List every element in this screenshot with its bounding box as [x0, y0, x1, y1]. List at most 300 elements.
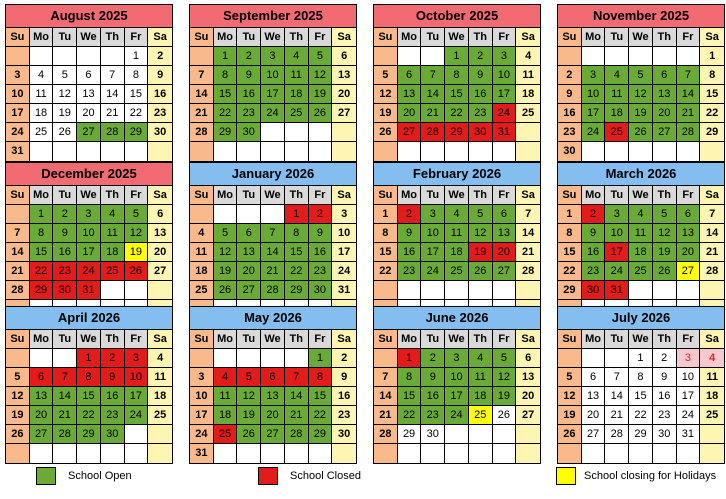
day-cell: 11	[445, 224, 469, 243]
day-cell: 9	[558, 85, 582, 104]
empty-day-cell	[516, 444, 540, 463]
day-cell: 16	[558, 104, 582, 123]
day-cell: 13	[653, 85, 677, 104]
empty-day-cell	[237, 142, 261, 161]
day-cell: 8	[30, 224, 54, 243]
day-cell: 10	[605, 224, 629, 243]
day-cell: 5	[469, 205, 493, 224]
day-cell: 19	[125, 243, 149, 262]
day-cell: 4	[605, 66, 629, 85]
weekday-header: Tu	[237, 186, 261, 205]
day-cell: 8	[558, 224, 582, 243]
empty-day-cell	[77, 142, 101, 161]
empty-day-cell	[190, 142, 214, 161]
empty-day-cell	[101, 444, 125, 463]
month-calendar	[189, 4, 357, 162]
empty-day-cell	[445, 444, 469, 463]
empty-day-cell	[285, 444, 309, 463]
day-cell: 4	[190, 224, 214, 243]
day-cell: 13	[237, 243, 261, 262]
weekday-header: Su	[6, 330, 30, 349]
day-cell: 3	[421, 205, 445, 224]
empty-day-cell	[469, 142, 493, 161]
day-cell: 18	[214, 406, 238, 425]
weekday-header: We	[77, 28, 101, 47]
day-cell: 26	[125, 262, 149, 281]
legend-closed-swatch	[258, 467, 278, 485]
day-cell: 25	[700, 406, 724, 425]
day-cell: 27	[653, 123, 677, 142]
weekday-header: Su	[374, 330, 398, 349]
day-cell: 3	[6, 66, 30, 85]
day-cell: 27	[148, 262, 172, 281]
day-cell: 1	[558, 205, 582, 224]
empty-day-cell	[653, 142, 677, 161]
weekday-header: Su	[558, 28, 582, 47]
day-cell: 1	[374, 205, 398, 224]
day-cell: 27	[77, 123, 101, 142]
month-calendar	[189, 162, 357, 320]
day-cell: 9	[237, 66, 261, 85]
empty-day-cell	[700, 142, 724, 161]
day-cell: 11	[148, 368, 172, 387]
day-cell: 20	[582, 406, 606, 425]
empty-day-cell	[421, 444, 445, 463]
day-cell: 8	[285, 224, 309, 243]
weekday-header: We	[77, 186, 101, 205]
day-cell: 6	[332, 47, 356, 66]
day-cell: 16	[398, 243, 422, 262]
day-cell: 22	[125, 104, 149, 123]
day-cell: 4	[629, 205, 653, 224]
day-cell: 1	[309, 349, 333, 368]
day-cell: 2	[148, 47, 172, 66]
day-cell: 30	[582, 281, 606, 300]
day-cell: 21	[261, 262, 285, 281]
empty-day-cell	[629, 47, 653, 66]
day-cell: 21	[101, 104, 125, 123]
day-cell: 4	[148, 349, 172, 368]
empty-day-cell	[421, 281, 445, 300]
empty-day-cell	[214, 444, 238, 463]
day-cell: 27	[332, 104, 356, 123]
weekday-header: Tu	[53, 186, 77, 205]
day-cell: 3	[445, 349, 469, 368]
day-cell: 5	[125, 205, 149, 224]
day-cell: 10	[677, 368, 701, 387]
day-cell: 23	[421, 406, 445, 425]
day-cell: 31	[677, 425, 701, 444]
day-cell: 7	[677, 66, 701, 85]
weekday-header: Th	[469, 330, 493, 349]
weekday-header: We	[261, 330, 285, 349]
empty-day-cell	[516, 123, 540, 142]
day-cell: 14	[374, 387, 398, 406]
day-cell: 23	[582, 262, 606, 281]
day-cell: 27	[516, 406, 540, 425]
weekday-header: Tu	[421, 330, 445, 349]
empty-day-cell	[469, 281, 493, 300]
day-cell: 3	[261, 47, 285, 66]
day-cell: 4	[101, 205, 125, 224]
day-cell: 20	[261, 406, 285, 425]
weekday-header: Mo	[30, 28, 54, 47]
weekday-header: Sa	[332, 28, 356, 47]
month-title: June 2026	[374, 307, 540, 330]
day-cell: 24	[77, 262, 101, 281]
day-cell: 6	[653, 66, 677, 85]
weekday-header: Mo	[214, 330, 238, 349]
weekday-header: Sa	[148, 330, 172, 349]
day-cell: 21	[700, 243, 724, 262]
day-cell: 15	[309, 387, 333, 406]
day-cell: 26	[237, 425, 261, 444]
day-cell: 24	[493, 104, 517, 123]
empty-day-cell	[398, 47, 422, 66]
empty-day-cell	[493, 142, 517, 161]
weekday-header: Tu	[53, 28, 77, 47]
empty-day-cell	[469, 444, 493, 463]
day-cell: 29	[285, 281, 309, 300]
day-cell: 12	[53, 85, 77, 104]
day-cell: 21	[53, 406, 77, 425]
weekday-header: Th	[469, 28, 493, 47]
empty-day-cell	[653, 444, 677, 463]
day-cell: 23	[148, 104, 172, 123]
day-cell: 6	[493, 205, 517, 224]
empty-day-cell	[30, 142, 54, 161]
weekday-header: Tu	[605, 28, 629, 47]
empty-day-cell	[190, 349, 214, 368]
day-cell: 29	[77, 425, 101, 444]
weekday-header: We	[445, 330, 469, 349]
day-cell: 9	[469, 66, 493, 85]
day-cell: 29	[30, 281, 54, 300]
day-cell: 9	[421, 368, 445, 387]
day-cell: 17	[125, 387, 149, 406]
day-cell: 16	[653, 387, 677, 406]
day-cell: 29	[309, 425, 333, 444]
empty-day-cell	[53, 349, 77, 368]
weekday-header: Mo	[582, 186, 606, 205]
empty-day-cell	[677, 444, 701, 463]
day-cell: 26	[214, 281, 238, 300]
empty-day-cell	[148, 425, 172, 444]
day-cell: 7	[190, 66, 214, 85]
empty-day-cell	[261, 205, 285, 224]
day-cell: 24	[445, 406, 469, 425]
weekday-header: Mo	[214, 186, 238, 205]
day-cell: 10	[261, 66, 285, 85]
empty-day-cell	[493, 425, 517, 444]
day-cell: 9	[398, 224, 422, 243]
day-cell: 9	[582, 224, 606, 243]
day-cell: 5	[653, 205, 677, 224]
empty-day-cell	[101, 47, 125, 66]
day-cell: 22	[285, 262, 309, 281]
day-cell: 6	[77, 66, 101, 85]
day-cell: 15	[629, 387, 653, 406]
day-cell: 30	[558, 142, 582, 161]
day-cell: 20	[653, 104, 677, 123]
day-cell: 24	[6, 123, 30, 142]
day-cell: 13	[77, 85, 101, 104]
empty-day-cell	[309, 444, 333, 463]
day-cell: 5	[558, 368, 582, 387]
day-cell: 28	[700, 262, 724, 281]
empty-day-cell	[101, 281, 125, 300]
weekday-header: Tu	[53, 330, 77, 349]
weekday-header: Sa	[516, 28, 540, 47]
day-cell: 3	[582, 66, 606, 85]
day-cell: 28	[261, 281, 285, 300]
day-cell: 23	[53, 262, 77, 281]
weekday-header: Su	[374, 28, 398, 47]
empty-day-cell	[237, 349, 261, 368]
weekday-header: Mo	[30, 186, 54, 205]
day-cell: 26	[629, 123, 653, 142]
day-cell: 6	[261, 368, 285, 387]
day-cell: 17	[261, 85, 285, 104]
empty-day-cell	[148, 444, 172, 463]
legend-open	[36, 466, 132, 486]
empty-day-cell	[53, 444, 77, 463]
day-cell: 11	[700, 368, 724, 387]
day-cell: 29	[558, 281, 582, 300]
day-cell: 27	[398, 123, 422, 142]
weekday-header: We	[629, 28, 653, 47]
day-cell: 1	[285, 205, 309, 224]
day-cell: 23	[309, 262, 333, 281]
day-cell: 24	[582, 123, 606, 142]
day-cell: 13	[677, 224, 701, 243]
day-cell: 11	[469, 368, 493, 387]
day-cell: 2	[101, 349, 125, 368]
weekday-header: Th	[469, 186, 493, 205]
day-cell: 20	[77, 104, 101, 123]
day-cell: 20	[677, 243, 701, 262]
day-cell: 13	[261, 387, 285, 406]
empty-day-cell	[605, 47, 629, 66]
empty-day-cell	[6, 349, 30, 368]
weekday-header: Sa	[700, 28, 724, 47]
day-cell: 5	[214, 224, 238, 243]
day-cell: 2	[582, 205, 606, 224]
day-cell: 29	[214, 123, 238, 142]
weekday-header: We	[629, 330, 653, 349]
weekday-header: Mo	[398, 28, 422, 47]
weekday-header: Mo	[582, 28, 606, 47]
month-title: July 2026	[558, 307, 724, 330]
day-cell: 21	[6, 262, 30, 281]
month-title: April 2026	[6, 307, 172, 330]
empty-day-cell	[398, 444, 422, 463]
day-cell: 2	[421, 349, 445, 368]
day-cell: 8	[309, 368, 333, 387]
day-cell: 30	[237, 123, 261, 142]
day-cell: 3	[677, 349, 701, 368]
day-cell: 22	[30, 262, 54, 281]
day-cell: 4	[469, 349, 493, 368]
day-cell: 9	[332, 368, 356, 387]
day-cell: 6	[677, 205, 701, 224]
day-cell: 25	[148, 406, 172, 425]
day-cell: 18	[605, 104, 629, 123]
day-cell: 19	[629, 104, 653, 123]
weekday-header: Fr	[309, 330, 333, 349]
day-cell: 5	[53, 66, 77, 85]
empty-day-cell	[30, 444, 54, 463]
day-cell: 11	[516, 66, 540, 85]
day-cell: 2	[237, 47, 261, 66]
day-cell: 11	[605, 85, 629, 104]
weekday-header: Su	[190, 330, 214, 349]
weekday-header: Mo	[398, 186, 422, 205]
day-cell: 2	[309, 205, 333, 224]
weekday-header: Su	[190, 186, 214, 205]
day-cell: 18	[190, 262, 214, 281]
day-cell: 25	[285, 104, 309, 123]
empty-day-cell	[374, 142, 398, 161]
day-cell: 5	[309, 47, 333, 66]
day-cell: 23	[237, 104, 261, 123]
day-cell: 3	[77, 205, 101, 224]
day-cell: 4	[30, 66, 54, 85]
empty-day-cell	[77, 444, 101, 463]
day-cell: 22	[558, 262, 582, 281]
day-cell: 1	[629, 349, 653, 368]
day-cell: 23	[398, 262, 422, 281]
day-cell: 3	[190, 368, 214, 387]
month-title: January 2026	[190, 163, 356, 186]
day-cell: 28	[516, 262, 540, 281]
day-cell: 1	[30, 205, 54, 224]
weekday-header: Th	[285, 330, 309, 349]
day-cell: 1	[77, 349, 101, 368]
weekday-header: Sa	[516, 330, 540, 349]
empty-day-cell	[582, 142, 606, 161]
day-cell: 14	[285, 387, 309, 406]
day-cell: 17	[332, 243, 356, 262]
empty-day-cell	[605, 142, 629, 161]
day-cell: 25	[214, 425, 238, 444]
day-cell: 14	[605, 387, 629, 406]
day-cell: 26	[374, 123, 398, 142]
day-cell: 27	[30, 425, 54, 444]
day-cell: 28	[190, 123, 214, 142]
day-cell: 13	[332, 66, 356, 85]
day-cell: 27	[261, 425, 285, 444]
day-cell: 19	[469, 243, 493, 262]
empty-day-cell	[398, 281, 422, 300]
day-cell: 13	[398, 85, 422, 104]
day-cell: 22	[398, 406, 422, 425]
weekday-header: Su	[190, 28, 214, 47]
day-cell: 26	[6, 425, 30, 444]
day-cell: 17	[421, 243, 445, 262]
weekday-header: Fr	[309, 186, 333, 205]
month-title: December 2025	[6, 163, 172, 186]
month-title: November 2025	[558, 5, 724, 28]
day-cell: 2	[398, 205, 422, 224]
day-cell: 10	[77, 224, 101, 243]
day-cell: 18	[469, 387, 493, 406]
weekday-header: We	[445, 28, 469, 47]
day-cell: 19	[6, 406, 30, 425]
day-cell: 13	[582, 387, 606, 406]
day-cell: 20	[493, 243, 517, 262]
weekday-header: Tu	[605, 186, 629, 205]
legend-open-label: School Open	[68, 470, 132, 482]
day-cell: 14	[53, 387, 77, 406]
day-cell: 22	[700, 104, 724, 123]
day-cell: 8	[629, 368, 653, 387]
day-cell: 12	[374, 85, 398, 104]
day-cell: 2	[53, 205, 77, 224]
day-cell: 24	[677, 406, 701, 425]
day-cell: 25	[605, 123, 629, 142]
weekday-header: Th	[101, 186, 125, 205]
day-cell: 8	[125, 66, 149, 85]
day-cell: 14	[700, 224, 724, 243]
empty-day-cell	[125, 281, 149, 300]
day-cell: 31	[332, 281, 356, 300]
weekday-header: Fr	[125, 330, 149, 349]
day-cell: 7	[605, 368, 629, 387]
weekday-header: We	[77, 330, 101, 349]
day-cell: 16	[237, 85, 261, 104]
day-cell: 23	[101, 406, 125, 425]
day-cell: 7	[101, 66, 125, 85]
day-cell: 22	[374, 262, 398, 281]
empty-day-cell	[582, 349, 606, 368]
day-cell: 4	[214, 368, 238, 387]
month-calendar	[373, 306, 541, 464]
empty-day-cell	[374, 47, 398, 66]
weekday-header: We	[261, 28, 285, 47]
weekday-header: Sa	[148, 186, 172, 205]
month-calendar	[373, 4, 541, 162]
day-cell: 11	[629, 224, 653, 243]
empty-day-cell	[148, 142, 172, 161]
day-cell: 16	[148, 85, 172, 104]
empty-day-cell	[558, 349, 582, 368]
day-cell: 12	[214, 243, 238, 262]
day-cell: 19	[653, 243, 677, 262]
day-cell: 23	[332, 406, 356, 425]
empty-day-cell	[6, 444, 30, 463]
empty-day-cell	[261, 142, 285, 161]
day-cell: 18	[445, 243, 469, 262]
day-cell: 17	[605, 243, 629, 262]
day-cell: 14	[677, 85, 701, 104]
empty-day-cell	[629, 281, 653, 300]
empty-day-cell	[261, 444, 285, 463]
day-cell: 11	[30, 85, 54, 104]
day-cell: 5	[6, 368, 30, 387]
month-calendar	[557, 306, 725, 464]
day-cell: 3	[605, 205, 629, 224]
weekday-header: Sa	[332, 186, 356, 205]
day-cell: 18	[30, 104, 54, 123]
day-cell: 10	[125, 368, 149, 387]
day-cell: 6	[30, 368, 54, 387]
empty-day-cell	[421, 47, 445, 66]
day-cell: 28	[605, 425, 629, 444]
weekday-header: Th	[285, 28, 309, 47]
day-cell: 17	[582, 104, 606, 123]
empty-day-cell	[6, 205, 30, 224]
